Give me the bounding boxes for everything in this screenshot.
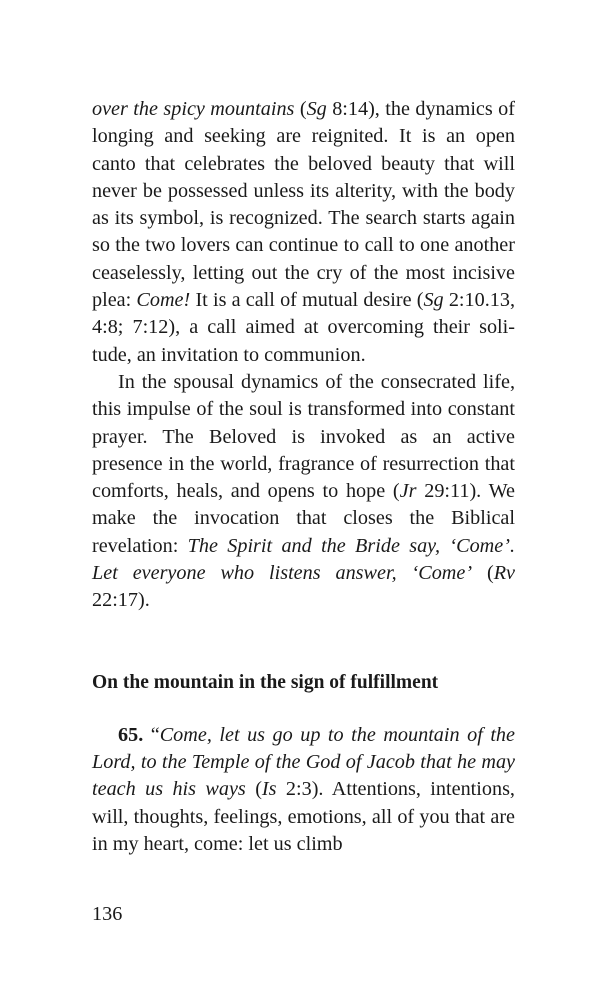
text-span: Sg (423, 289, 444, 312)
section-heading: On the mountain in the sign of fulfillment (92, 671, 439, 693)
paragraph-1 (92, 96, 515, 369)
paragraph-2 (92, 369, 515, 615)
text-span: It is a call of mutual desire ( (190, 289, 424, 312)
text-span: 2:3). Attentions, intentions, will, thoughts, feelings, emotions, all of you that are in my heart, come: let us climb (92, 778, 515, 855)
paragraph-number: 65. (118, 723, 144, 746)
text-span: 29:11). We make the invocation that closes the Biblical revelation: (92, 480, 515, 557)
text-span: Come, let us go up to the mountain of the Lord, to the Temple of the God of Jacob that he may teach us his ways (92, 723, 515, 801)
text-span: ( (294, 98, 307, 120)
paragraph-65 (92, 722, 515, 858)
page-body (92, 96, 515, 858)
text-span: Sg (306, 98, 327, 120)
text-span: “ (143, 723, 160, 746)
text-span: 8:14), the dynamics of longing and seeking are reignited. It is an open canto that celebrates the beloved beauty that will never be possessed unless its alterity, with the body as its symbol, is recognized. The search starts again so the two lovers can continue to call to one another ceaselessly, letting out the cry of the most incisive plea: (92, 98, 515, 312)
text-span: 2:10.13, 4:8; 7:12), a call aimed at overcoming their solitude, an invitation to communion. (92, 289, 515, 366)
text-span: Jr (399, 480, 417, 503)
page-number: 136 (92, 903, 123, 925)
text-span: Come! (136, 289, 191, 312)
text-span: In the spousal dynamics of the consecrated life, this impulse of the soul is transformed into constant prayer. The Beloved is invoked as an active presence in the world, fragrance of resurrection that comforts, heals, and opens to hope ( (92, 370, 515, 503)
text-span: The Spirit and the Bride say, ‘Come’. Let everyone who listens answer, ‘Come’ (92, 534, 515, 585)
text-span: Rv (493, 562, 515, 585)
text-span: ( (245, 778, 262, 801)
text-span: over the spicy mountains (92, 98, 295, 120)
text-span: ( (472, 562, 494, 585)
text-span: Is (261, 778, 277, 801)
text-span: 22:17). (92, 589, 150, 612)
